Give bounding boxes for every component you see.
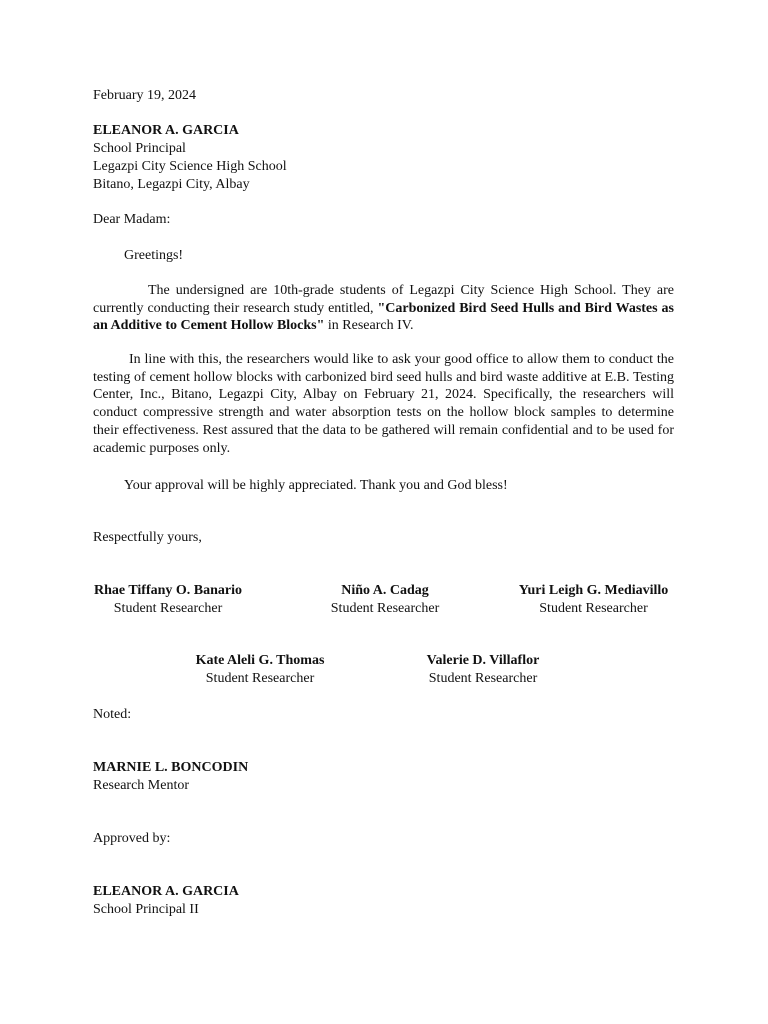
noted-title: Research Mentor [93, 778, 190, 793]
signature-block [93, 582, 243, 618]
recipient-address: Bitano, Legazpi City, Albay [93, 177, 250, 192]
greeting: Greetings! [124, 248, 184, 263]
researcher-role: Student Researcher [539, 601, 648, 616]
paragraph-thanks: Your approval will be highly appreciated. Thank you and God bless! [124, 478, 508, 493]
researcher-role: Student Researcher [205, 671, 315, 686]
researcher-role: Student Researcher [428, 671, 538, 686]
researcher-name: Yuri Leigh G. Mediavillo [518, 583, 669, 598]
recipient-school: Legazpi City Science High School [93, 159, 287, 174]
recipient-title: School Principal [93, 141, 186, 156]
letter-page [93, 0, 674, 1024]
signature-block [511, 582, 676, 618]
paragraph-request: In line with this, the researchers would like to ask your good office to allow them to conduct the testing of cement hollow blocks with carbonized bird seed hulls and bird waste additive at E.B. Testing Center, Inc., Bitano, Legazpi City, Albay on February 21, 2024. Specifically, the researchers will conduct compressive strength and water absorption tests on the hollow block samples to determine their effectiveness. Rest assured that the data to be gathered will remain confidential and to be used for academic purposes only. [93, 352, 674, 456]
paragraph-intro-text: The undersigned are 10th-grade students of Legazpi City Science High School. They are currently conducting their research study entitled, [93, 283, 674, 316]
recipient-name: ELEANOR A. GARCIA [93, 123, 239, 138]
closing: Respectfully yours, [93, 530, 202, 545]
researcher-role: Student Researcher [113, 601, 223, 616]
letter-date: February 19, 2024 [93, 88, 197, 103]
noted-name: MARNIE L. BONCODIN [93, 760, 249, 775]
paragraph-intro [93, 282, 674, 335]
researcher-role: Student Researcher [330, 601, 440, 616]
salutation: Dear Madam: [93, 212, 171, 227]
research-title: "Carbonized Bird Seed Hulls and Bird Wastes as an Additive to Cement Hollow Blocks" [93, 300, 674, 334]
approved-name: ELEANOR A. GARCIA [93, 884, 239, 899]
approved-label: Approved by: [93, 831, 171, 846]
researcher-name: Kate Aleli G. Thomas [195, 653, 325, 668]
signature-block [185, 652, 335, 688]
paragraph-intro-end: in Research IV. [324, 318, 414, 334]
researcher-name: Rhae Tiffany O. Banario [93, 583, 243, 598]
noted-label: Noted: [93, 707, 132, 722]
researcher-name: Valerie D. Villaflor [426, 653, 540, 668]
approved-title: School Principal II [93, 902, 199, 917]
signature-block [408, 652, 558, 688]
researcher-name: Niño A. Cadag [341, 583, 429, 598]
signature-block [310, 582, 460, 618]
